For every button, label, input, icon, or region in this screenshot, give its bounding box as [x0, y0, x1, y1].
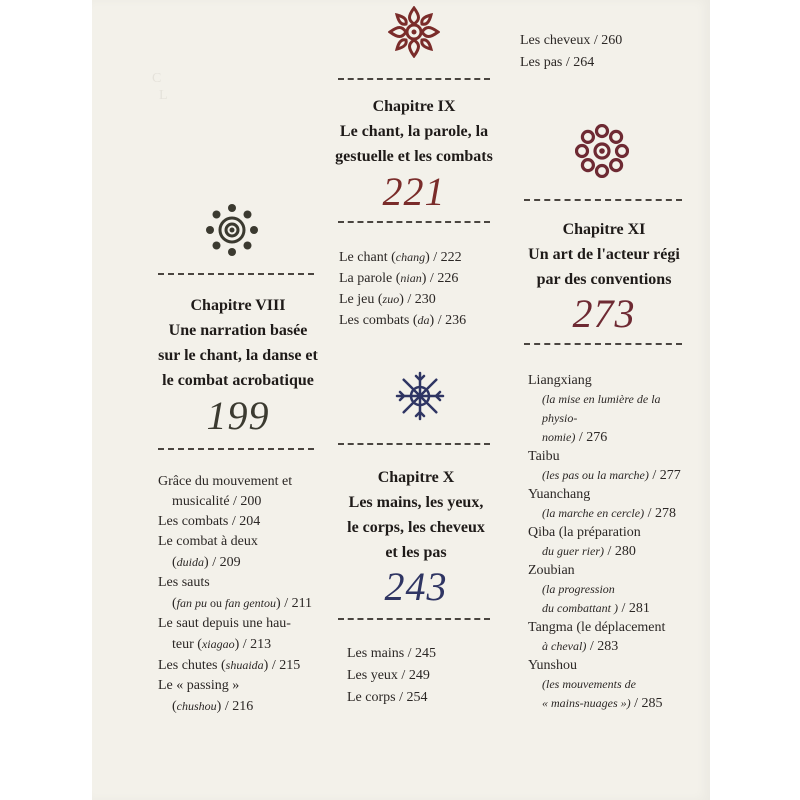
toc-entry: Les mains / 245: [347, 646, 437, 661]
chapter-viii-label: Chapitre VIII: [190, 297, 286, 314]
chapter-ix-heading: [324, 94, 504, 169]
toc-entry: Le corps / 254: [347, 690, 428, 705]
chapter-x-title-1: Les mains, les yeux,: [348, 494, 484, 511]
chapter-x-title-2: le corps, les cheveux: [347, 519, 485, 536]
chapter-xi-title-1: Un art de l'acteur régi: [528, 246, 680, 263]
toc-entry: Le combat à deux (duida) / 209: [158, 534, 258, 570]
toc-entry: Zoubian (la progression du combattant ) / 281: [528, 563, 650, 616]
chapter-ix-title-2: gestuelle et les combats: [335, 148, 493, 165]
toc-entry: Tangma (le déplacement à cheval) / 283: [528, 620, 666, 654]
chapter-x-toc-continued: [520, 30, 680, 74]
lotus-ornament-icon: [388, 6, 440, 58]
chapter-viii-heading: [148, 293, 328, 393]
chapter-x-page: 243: [384, 564, 448, 609]
chapter-ix-toc: [339, 247, 499, 331]
chapter-x-label: Chapitre X: [377, 469, 455, 486]
show-through: [182, 120, 192, 160]
chapter-x-toc: [347, 643, 497, 709]
toc-entry: Qiba (la préparation du guer rier) / 280: [528, 525, 641, 559]
toc-entry: Les combats / 204: [158, 514, 261, 529]
show-through: C L: [152, 71, 168, 103]
toc-entry: Les yeux / 249: [347, 668, 430, 683]
chapter-xi-label: Chapitre XI: [562, 221, 646, 238]
chapter-xi-page: 273: [572, 291, 636, 336]
swirl-ornament-icon: [206, 204, 258, 256]
chapter-ix-label: Chapitre IX: [372, 98, 456, 115]
chapter-ix-page: 221: [382, 169, 446, 214]
toc-entry: Les cheveux / 260: [520, 33, 623, 48]
divider: [338, 443, 490, 445]
chapter-viii-title-2: sur le chant, la danse et: [158, 347, 318, 364]
chapter-x-heading: [334, 465, 498, 565]
toc-entry: Liangxiang (la mise en lumière de la physio- nomie) / 276: [528, 373, 661, 445]
chapter-xi-title-2: par des conventions: [536, 271, 672, 288]
chapter-viii-toc: [158, 472, 318, 717]
toc-entry: Les pas / 264: [520, 55, 595, 70]
chapter-x-title-3: et les pas: [385, 544, 447, 561]
toc-entry: La parole (nian) / 226: [339, 271, 459, 286]
divider: [338, 618, 490, 620]
toc-entry: Les sauts (fan pu ou fan gentou) / 211: [158, 575, 313, 611]
toc-entry: Taibu (les pas ou la marche) / 277: [528, 449, 681, 483]
divider: [158, 273, 314, 275]
snowflake-ornament-icon: [394, 370, 446, 422]
chapter-viii-title-3: le combat acrobatique: [162, 372, 314, 389]
toc-entry: Les combats (da) / 236: [339, 313, 467, 328]
chapter-ix-title-1: Le chant, la parole, la: [339, 123, 489, 140]
book-page: [92, 0, 710, 800]
divider: [338, 78, 490, 80]
chapter-viii-title-1: Une narration basée: [168, 322, 308, 339]
toc-entry: Yuanchang (la marche en cercle) / 278: [528, 487, 676, 521]
toc-entry: Le « passing » (chushou) / 216: [158, 678, 254, 714]
divider: [524, 199, 682, 201]
chapter-viii-page: 199: [206, 393, 270, 438]
divider: [338, 221, 490, 223]
chapter-xi-toc: [528, 371, 698, 713]
toc-entry: Le chant (chang) / 222: [339, 250, 462, 265]
toc-entry: Les chutes (shuaida) / 215: [158, 658, 301, 673]
divider: [524, 343, 682, 345]
rosette-ornament-icon: [575, 124, 629, 178]
toc-entry: Le saut depuis une hau- teur (xiagao) / 213: [158, 616, 291, 652]
toc-entry: Yunshou (les mouvements de « mains-nuages ») / 285: [528, 658, 663, 711]
chapter-xi-heading: [514, 217, 694, 292]
toc-entry: Grâce du mouvement et musicalité / 200: [158, 474, 293, 509]
divider: [158, 448, 314, 450]
toc-entry: Le jeu (zuo) / 230: [339, 292, 436, 307]
